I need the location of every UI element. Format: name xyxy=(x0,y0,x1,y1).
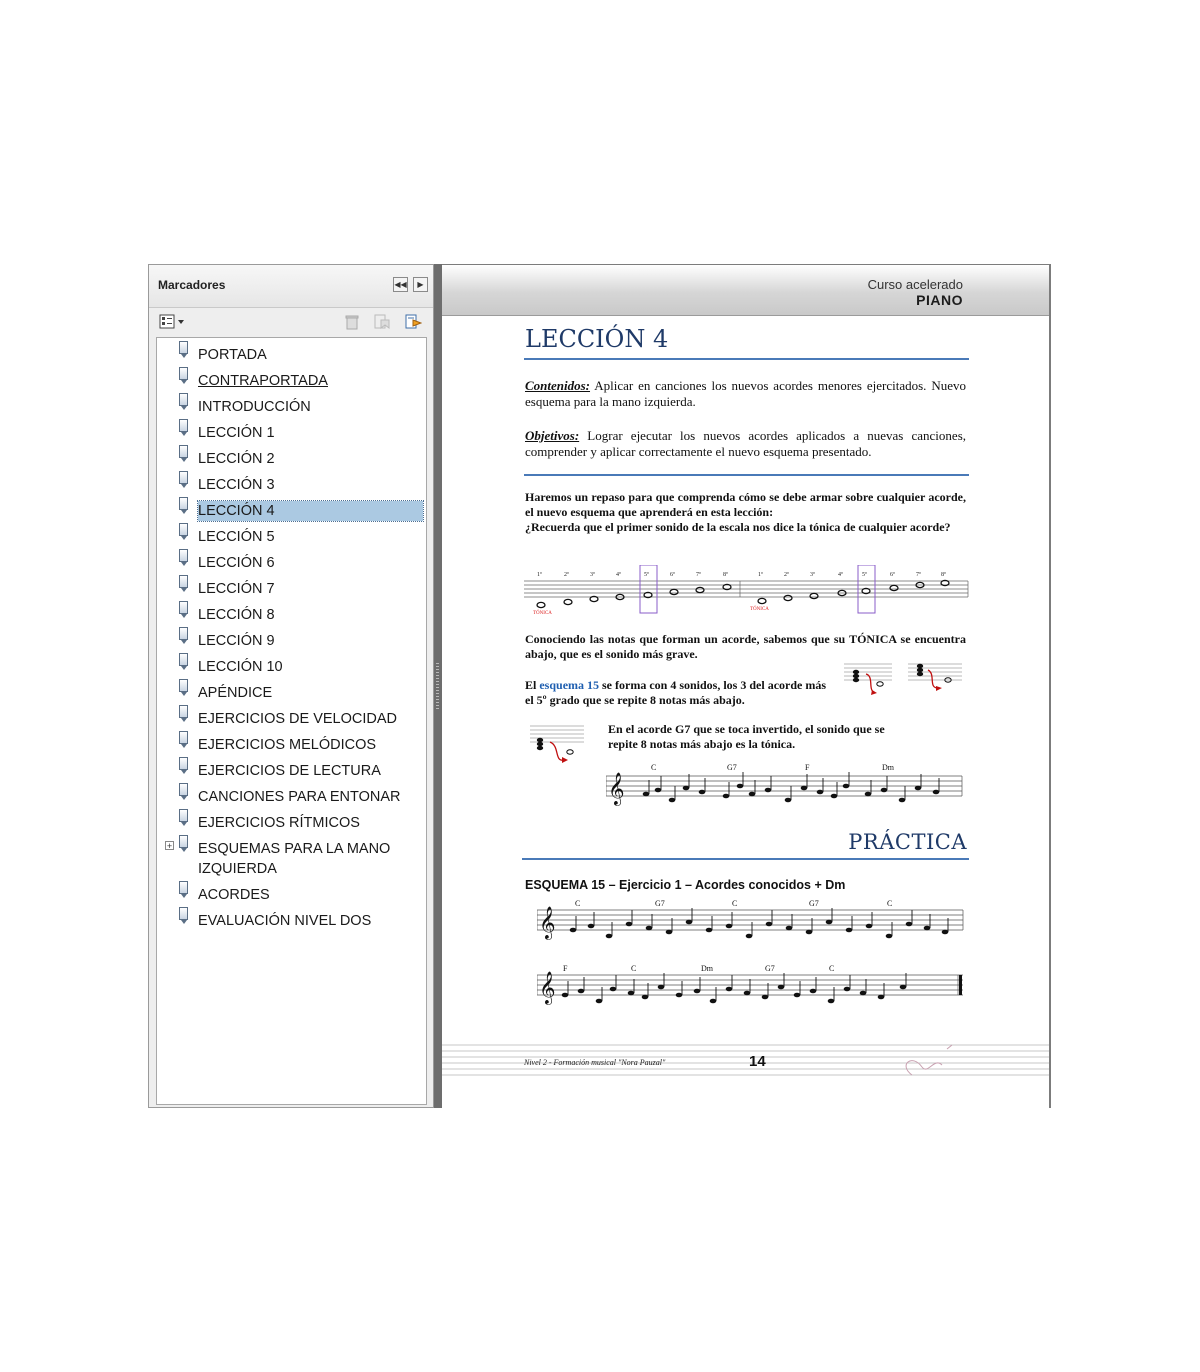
scale-degree-label: 8º xyxy=(941,572,946,578)
bookmark-label: ACORDES xyxy=(198,887,270,903)
note-head xyxy=(878,995,885,1000)
note-head xyxy=(899,798,906,803)
bookmarks-panel xyxy=(148,264,434,1108)
note-head xyxy=(865,792,872,797)
note-head xyxy=(570,928,577,933)
bookmark-icon xyxy=(179,549,188,562)
note-head xyxy=(766,922,773,927)
bookmark-item[interactable] xyxy=(157,366,426,392)
title-rule xyxy=(524,358,969,360)
chord-symbol: C xyxy=(829,964,835,973)
tonica-label: TÓNICA xyxy=(533,611,552,616)
chord-symbol: C xyxy=(732,899,738,908)
bookmark-tree xyxy=(156,337,427,1105)
note-head xyxy=(746,934,753,939)
bookmark-item[interactable] xyxy=(157,522,426,548)
bookmark-icon xyxy=(179,367,188,380)
note-head xyxy=(801,786,808,791)
exercise-title: ESQUEMA 15 – Ejercicio 1 – Acordes conocidos + Dm xyxy=(525,878,846,892)
bookmark-icon xyxy=(179,705,188,718)
scale-degree-label: 6º xyxy=(890,572,895,578)
chord-symbol: G7 xyxy=(809,899,819,908)
bookmark-icon xyxy=(179,783,188,796)
chord-symbol: C xyxy=(651,763,657,772)
treble-clef-icon: 𝄞 xyxy=(608,774,625,805)
note-head xyxy=(817,790,824,795)
bookmark-label: EJERCICIOS MELÓDICOS xyxy=(198,737,377,753)
g7-schema-staff xyxy=(530,722,586,768)
note-head xyxy=(578,989,585,994)
bookmarks-toolbar xyxy=(149,308,433,336)
bookmark-label: EJERCICIOS DE LECTURA xyxy=(198,763,381,779)
bookmark-item[interactable] xyxy=(157,496,426,522)
exercise-staff-line-1 xyxy=(537,898,965,952)
bookmark-label: EJERCICIOS RÍTMICOS xyxy=(198,815,360,831)
bookmark-icon xyxy=(179,471,188,484)
scale-degree-label: 1º xyxy=(758,572,763,578)
objetivos-text: Lograr ejecutar los nuevos acordes aplicados a nuevas canciones, comprender y aplicar correctamente el nuevo esquema presentado. xyxy=(525,428,967,459)
course-label: Curso acelerado xyxy=(867,277,963,292)
contenidos-text: Aplicar en canciones los nuevos acordes menores ejercitados. Nuevo esquema para la mano izquierda. xyxy=(525,378,966,409)
bookmark-item[interactable] xyxy=(157,548,426,574)
example-staff xyxy=(606,762,964,818)
bookmark-item[interactable] xyxy=(157,782,426,808)
expand-toggle-icon[interactable]: + xyxy=(166,841,173,851)
chord-symbol: F xyxy=(563,964,568,973)
lesson-title: LECCIÓN 4 xyxy=(525,325,669,353)
bookmark-icon xyxy=(179,445,188,458)
bookmark-icon xyxy=(179,881,188,894)
note-head xyxy=(762,995,769,1000)
note-head xyxy=(915,786,922,791)
note-head xyxy=(778,985,785,990)
chord-symbol: Dm xyxy=(882,763,894,772)
note-head xyxy=(906,922,913,927)
note-head xyxy=(643,792,650,797)
exercise-staff-line-2 xyxy=(537,963,965,1017)
treble-clef-icon: 𝄞 xyxy=(539,908,556,939)
note-head xyxy=(866,924,873,929)
bookmark-label: PORTADA xyxy=(198,347,267,363)
bookmark-label: ESQUEMAS PARA LA MANO IZQUIERDA xyxy=(198,841,391,877)
bookmark-item[interactable] xyxy=(157,756,426,782)
bookmark-label: LECCIÓN 8 xyxy=(198,607,275,623)
expand-bookmark-icon[interactable] xyxy=(404,314,422,330)
intro-paragraph-2: ¿Recuerda que el primer sonido de la escala nos dice la tónica de cualquier acorde? xyxy=(525,520,951,534)
scale-degree-label: 1º xyxy=(537,572,542,578)
treble-clef-icon: 𝄞 xyxy=(539,973,556,1004)
note-head xyxy=(666,930,673,935)
bookmark-icon xyxy=(179,393,188,406)
practice-title: PRÁCTICA xyxy=(848,830,967,854)
bookmark-item[interactable] xyxy=(157,470,426,496)
objetivos-label: Objetivos: xyxy=(525,428,580,443)
note-head xyxy=(655,788,662,793)
bookmark-label: LECCIÓN 3 xyxy=(198,477,275,493)
note-head xyxy=(886,934,893,939)
scale-degree-label: 8º xyxy=(723,572,728,578)
bookmark-icon xyxy=(179,575,188,588)
footer-text: Nivel 2 - Formación musical "Nora Pauzal" xyxy=(524,1058,666,1067)
note-head xyxy=(860,991,867,996)
scale-degree-label: 6º xyxy=(670,572,675,578)
scale-degree-label: 3º xyxy=(590,572,595,578)
note-head xyxy=(642,995,649,1000)
note-head xyxy=(924,926,931,931)
note-head xyxy=(596,999,603,1004)
scale-degree-label: 4º xyxy=(838,572,843,578)
note-head xyxy=(881,788,888,793)
options-menu-icon[interactable] xyxy=(159,314,185,330)
bookmark-label: APÉNDICE xyxy=(198,685,273,701)
note-head xyxy=(669,798,676,803)
bookmark-item[interactable] xyxy=(157,880,426,906)
section-rule xyxy=(524,474,969,476)
bookmark-label: LECCIÓN 6 xyxy=(198,555,275,571)
bookmark-item[interactable] xyxy=(157,418,426,444)
bookmark-icon xyxy=(179,809,188,822)
bookmark-icon xyxy=(179,419,188,432)
note-head xyxy=(588,924,595,929)
bookmark-item[interactable] xyxy=(157,444,426,470)
next-panel-icon[interactable]: ▶ xyxy=(413,277,428,292)
chord-symbol: Dm xyxy=(701,964,713,973)
note-head xyxy=(828,999,835,1004)
delete-bookmark-icon[interactable] xyxy=(345,314,359,330)
bookmark-icon xyxy=(179,497,188,510)
bookmark-icon xyxy=(179,601,188,614)
note-head xyxy=(676,993,683,998)
bookmark-label: LECCIÓN 10 xyxy=(198,659,283,675)
bookmark-item[interactable] xyxy=(157,340,426,366)
bookmark-item[interactable] xyxy=(157,730,426,756)
bookmark-icon xyxy=(179,679,188,692)
practice-rule xyxy=(522,858,969,860)
instrument-label: PIANO xyxy=(916,292,963,308)
bookmark-label: CONTRAPORTADA xyxy=(198,373,328,389)
note-head xyxy=(942,930,949,935)
note-head xyxy=(626,922,633,927)
conociendo-paragraph: Conociendo las notas que forman un acorde, sabemos que su TÓNICA se encuentra abajo, que es el sonido más grave. xyxy=(525,632,966,661)
note-head xyxy=(658,985,665,990)
note-head xyxy=(843,784,850,789)
bookmark-icon xyxy=(179,907,188,920)
objetivos-paragraph xyxy=(525,428,966,460)
g7-paragraph: En el acorde G7 que se toca invertido, el sonido que se repite 8 notas más abajo es la tónica. xyxy=(608,722,885,751)
bookmark-item[interactable] xyxy=(157,626,426,652)
bookmark-item[interactable] xyxy=(157,574,426,600)
chord-symbol: G7 xyxy=(765,964,775,973)
note-head xyxy=(737,784,744,789)
note-head xyxy=(683,786,690,791)
bookmark-item[interactable] xyxy=(157,704,426,730)
note-head xyxy=(810,989,817,994)
scale-degree-label: 5º xyxy=(862,572,867,578)
new-bookmark-icon[interactable] xyxy=(373,314,391,330)
note-head xyxy=(686,920,693,925)
bookmark-item[interactable] xyxy=(157,906,426,932)
note-head xyxy=(726,987,733,992)
note-head xyxy=(846,928,853,933)
note-head xyxy=(610,987,617,992)
esquema-paragraph xyxy=(525,678,830,708)
bookmark-label: LECCIÓN 9 xyxy=(198,633,275,649)
contenidos-label: Contenidos: xyxy=(525,378,591,393)
bookmark-item[interactable] xyxy=(157,678,426,704)
bookmark-icon xyxy=(179,731,188,744)
scale-degree-label: 5º xyxy=(644,572,649,578)
contenidos-paragraph xyxy=(525,378,966,410)
note-head xyxy=(765,788,772,793)
chord-symbol: F xyxy=(805,763,810,772)
note-head xyxy=(933,790,940,795)
collapse-panel-icon[interactable]: ◀◀ xyxy=(393,277,408,292)
note-head xyxy=(628,991,635,996)
bookmark-label: EJERCICIOS DE VELOCIDAD xyxy=(198,711,398,727)
note-head xyxy=(831,794,838,799)
page-footer xyxy=(442,1043,1049,1083)
esquema-name: esquema 15 xyxy=(539,678,600,692)
note-head xyxy=(806,930,813,935)
bookmark-label: LECCIÓN 2 xyxy=(198,451,275,467)
bookmark-icon xyxy=(179,835,188,848)
scale-degree-label: 4º xyxy=(616,572,621,578)
chord-symbol: C xyxy=(887,899,893,908)
page-header xyxy=(442,265,1049,316)
bookmarks-panel-header xyxy=(149,265,433,308)
esquema-staff-example xyxy=(908,660,964,694)
note-head xyxy=(786,926,793,931)
scale-degree-label: 2º xyxy=(784,572,789,578)
chord-symbol: G7 xyxy=(727,763,737,772)
esquema-pre: El xyxy=(525,678,537,692)
bookmark-label: INTRODUCCIÓN xyxy=(198,399,311,415)
note-head xyxy=(694,989,701,994)
scale-degree-label: 2º xyxy=(564,572,569,578)
bookmark-icon xyxy=(179,757,188,770)
bookmark-label: LECCIÓN 5 xyxy=(198,529,275,545)
bookmark-label: EVALUACIÓN NIVEL DOS xyxy=(198,913,372,929)
scale-degree-label: 3º xyxy=(810,572,815,578)
document-page xyxy=(442,264,1051,1108)
bookmark-item[interactable] xyxy=(157,834,426,880)
bookmark-label: LECCIÓN 4 xyxy=(198,501,423,521)
bookmark-item[interactable] xyxy=(157,652,426,678)
esquema-post: se forma con 4 sonidos, los 3 del acorde más el 5º grado que se repite 8 notas más abajo. xyxy=(525,678,827,707)
intro-paragraph-1: Haremos un repaso para que comprenda cómo se debe armar sobre cualquier acorde, el nuevo esquema que aprenderá en esta lección: xyxy=(525,490,966,519)
bookmark-icon xyxy=(179,627,188,640)
bookmark-icon xyxy=(179,523,188,536)
bookmark-item[interactable] xyxy=(157,808,426,834)
note-head xyxy=(826,920,833,925)
note-head xyxy=(749,792,756,797)
note-head xyxy=(744,991,751,996)
note-head xyxy=(844,987,851,992)
note-head xyxy=(900,985,907,990)
note-head xyxy=(706,928,713,933)
note-head xyxy=(699,790,706,795)
tonica-label: TÓNICA xyxy=(750,607,769,612)
bookmark-icon xyxy=(179,653,188,666)
bookmark-label: LECCIÓN 7 xyxy=(198,581,275,597)
panel-title: Marcadores xyxy=(158,278,226,292)
chord-symbol: G7 xyxy=(655,899,665,908)
scale-degree-label: 7º xyxy=(696,572,701,578)
splitter-grip[interactable] xyxy=(436,663,439,711)
note-head xyxy=(726,924,733,929)
note-head xyxy=(794,993,801,998)
bookmark-item[interactable] xyxy=(157,600,426,626)
note-head xyxy=(723,794,730,799)
note-head xyxy=(785,798,792,803)
chord-symbol: C xyxy=(575,899,581,908)
note-head xyxy=(562,993,569,998)
signature-logo xyxy=(906,1045,952,1075)
note-head xyxy=(710,999,717,1004)
note-head xyxy=(646,926,653,931)
note-head xyxy=(606,934,613,939)
bookmark-item[interactable] xyxy=(157,392,426,418)
scale-staff xyxy=(524,565,970,621)
bookmark-label: LECCIÓN 1 xyxy=(198,425,275,441)
chord-symbol: C xyxy=(631,964,637,973)
bookmark-label: CANCIONES PARA ENTONAR xyxy=(198,789,401,805)
esquema-staff-example xyxy=(844,660,894,698)
bookmark-icon xyxy=(179,341,188,354)
scale-degree-label: 7º xyxy=(916,572,921,578)
page-number: 14 xyxy=(749,1053,766,1070)
